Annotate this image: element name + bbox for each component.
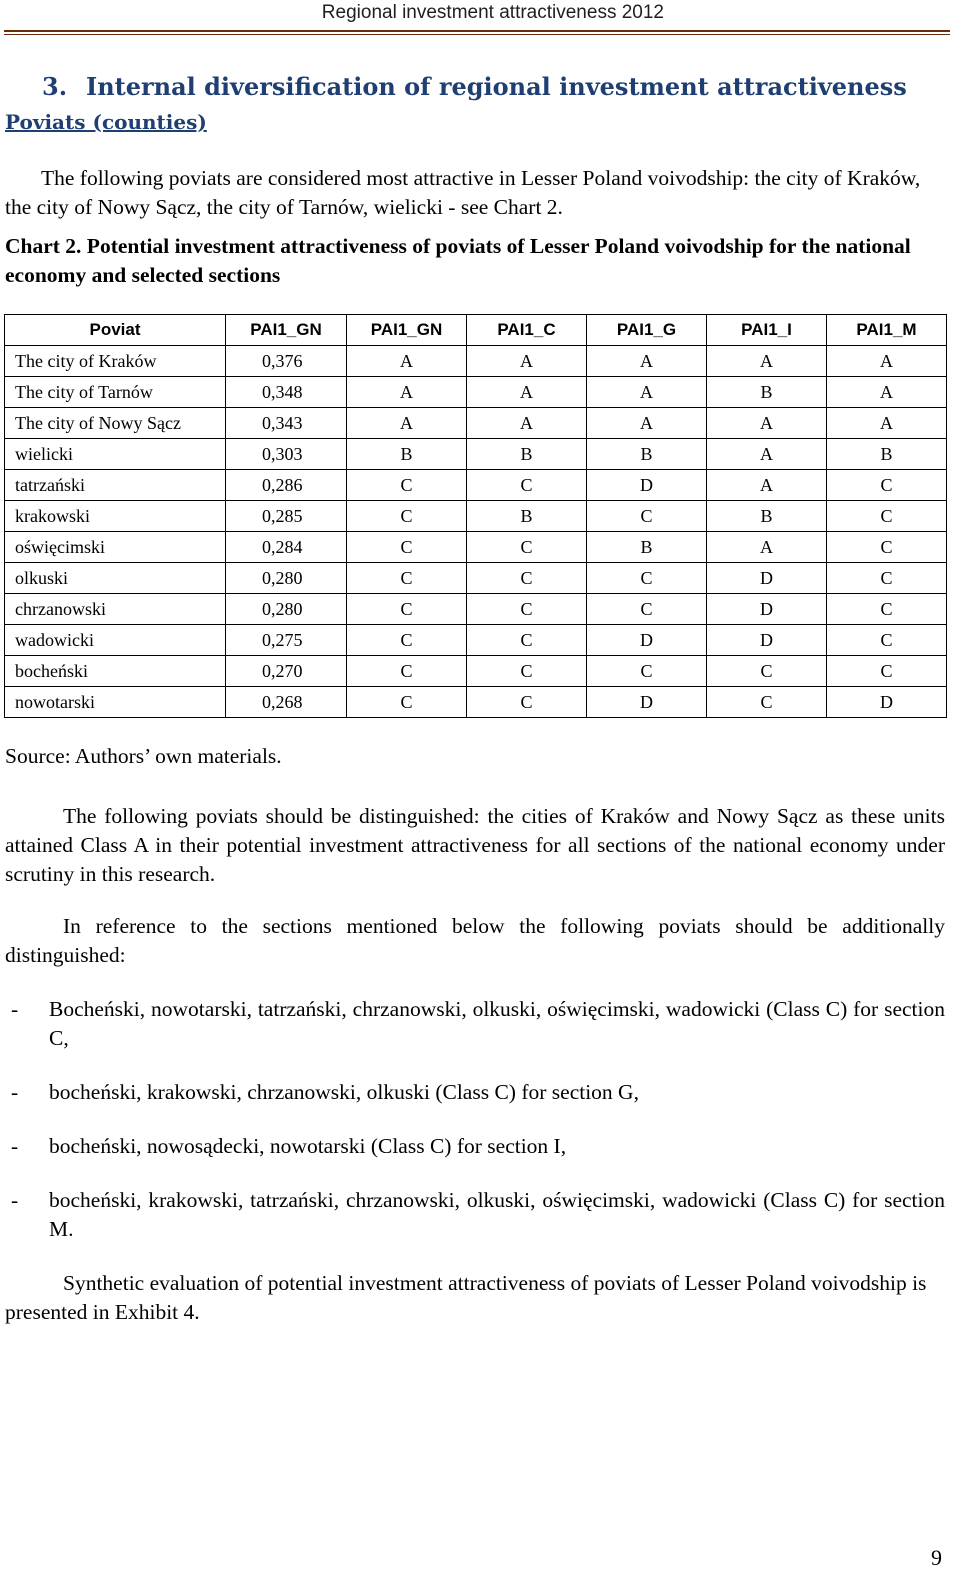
class-cell: D <box>587 625 707 656</box>
poviat-name-cell: The city of Kraków <box>5 346 226 377</box>
class-cell: D <box>587 687 707 718</box>
pai-score-cell: 0,303 <box>226 439 347 470</box>
pai-score-cell: 0,275 <box>226 625 347 656</box>
class-cell: C <box>467 470 587 501</box>
class-cell: A <box>707 532 827 563</box>
class-cell: C <box>707 687 827 718</box>
class-cell: A <box>707 346 827 377</box>
table-row <box>5 563 947 594</box>
class-cell: B <box>827 439 947 470</box>
section-heading <box>42 72 907 101</box>
class-cell: A <box>347 408 467 439</box>
class-cell: A <box>827 408 947 439</box>
class-cell: D <box>827 687 947 718</box>
class-cell: C <box>347 687 467 718</box>
poviat-name-cell: The city of Nowy Sącz <box>5 408 226 439</box>
class-cell: A <box>587 408 707 439</box>
column-header: PAI1_GN <box>226 315 347 346</box>
paragraph-distinguished: The following poviats should be distinguished: the cities of Kraków and Nowy Sącz as these units attained Class A in their potential investment attractiveness for all sections of the national economy under scrutiny in this research. <box>5 804 945 886</box>
pai-score-cell: 0,268 <box>226 687 347 718</box>
class-cell: C <box>827 563 947 594</box>
list-dash: - <box>11 1080 19 1104</box>
list-dash: - <box>11 997 19 1021</box>
class-cell: C <box>587 563 707 594</box>
source-note: Source: Authors’ own materials. <box>5 744 282 768</box>
class-cell: C <box>827 470 947 501</box>
poviat-name-cell: nowotarski <box>5 687 226 718</box>
subheading: Poviats (counties) <box>5 110 207 134</box>
list-item-text: bocheński, krakowski, chrzanowski, olkuski (Class C) for section G, <box>49 1080 639 1104</box>
pai-score-cell: 0,343 <box>226 408 347 439</box>
class-cell: C <box>587 501 707 532</box>
class-cell: C <box>827 625 947 656</box>
poviat-name-cell: oświęcimski <box>5 532 226 563</box>
section-title: Internal diversification of regional investment attractiveness <box>86 72 907 101</box>
class-cell: C <box>347 563 467 594</box>
list-dash: - <box>11 1134 19 1158</box>
class-cell: C <box>347 656 467 687</box>
running-header <box>0 0 960 30</box>
class-cell: A <box>467 377 587 408</box>
poviat-name-cell: The city of Tarnów <box>5 377 226 408</box>
table-body <box>5 346 947 718</box>
poviat-name-cell: wadowicki <box>5 625 226 656</box>
column-header: PAI1_I <box>707 315 827 346</box>
class-cell: C <box>347 470 467 501</box>
class-cell: C <box>827 501 947 532</box>
class-cell: C <box>347 501 467 532</box>
class-cell: A <box>467 346 587 377</box>
class-cell: A <box>827 377 947 408</box>
poviat-name-cell: olkuski <box>5 563 226 594</box>
pai-score-cell: 0,280 <box>226 563 347 594</box>
class-cell: C <box>347 625 467 656</box>
class-cell: D <box>707 625 827 656</box>
paragraph-synthetic-evaluation: Synthetic evaluation of potential investment attractiveness of poviats of Lesser Poland voivodship is presented in Exhibit 4. <box>5 1271 927 1324</box>
class-cell: C <box>467 687 587 718</box>
header-rule-thin <box>4 34 950 35</box>
table-row <box>5 346 947 377</box>
poviat-name-cell: krakowski <box>5 501 226 532</box>
class-cell: A <box>707 470 827 501</box>
pai-score-cell: 0,348 <box>226 377 347 408</box>
table-row <box>5 377 947 408</box>
class-cell: B <box>707 501 827 532</box>
table-row <box>5 470 947 501</box>
poviat-name-cell: tatrzański <box>5 470 226 501</box>
table-row <box>5 594 947 625</box>
list-item-text: Bocheński, nowotarski, tatrzański, chrzanowski, olkuski, oświęcimski, wadowicki (Class C) for section C, <box>49 997 945 1050</box>
section-bullet-list <box>5 995 945 1269</box>
class-cell: C <box>587 656 707 687</box>
class-cell: A <box>347 377 467 408</box>
poviat-name-cell: wielicki <box>5 439 226 470</box>
class-cell: B <box>467 501 587 532</box>
column-header: PAI1_C <box>467 315 587 346</box>
class-cell: B <box>707 377 827 408</box>
pai-score-cell: 0,285 <box>226 501 347 532</box>
class-cell: C <box>467 563 587 594</box>
list-item <box>5 995 945 1053</box>
section-number: 3. <box>42 72 68 101</box>
poviat-attractiveness-table <box>4 314 947 718</box>
page-number: 9 <box>931 1545 942 1570</box>
class-cell: A <box>707 439 827 470</box>
column-header: PAI1_G <box>587 315 707 346</box>
class-cell: B <box>587 439 707 470</box>
poviat-name-cell: chrzanowski <box>5 594 226 625</box>
chart-caption: Chart 2. Potential investment attractiveness of poviats of Lesser Poland voivodship for the national economy and selected sections <box>5 234 911 287</box>
list-item <box>5 1132 945 1161</box>
class-cell: A <box>827 346 947 377</box>
poviat-name-cell: bocheński <box>5 656 226 687</box>
table-row <box>5 625 947 656</box>
class-cell: C <box>467 532 587 563</box>
class-cell: C <box>467 656 587 687</box>
class-cell: C <box>827 656 947 687</box>
class-cell: A <box>467 408 587 439</box>
class-cell: C <box>467 625 587 656</box>
class-cell: D <box>707 594 827 625</box>
table-header-row <box>5 315 947 346</box>
pai-score-cell: 0,284 <box>226 532 347 563</box>
pai-score-cell: 0,280 <box>226 594 347 625</box>
table-row <box>5 501 947 532</box>
table-row <box>5 656 947 687</box>
column-header: Poviat <box>5 315 226 346</box>
class-cell: C <box>467 594 587 625</box>
list-item <box>5 1186 945 1244</box>
class-cell: B <box>467 439 587 470</box>
pai-score-cell: 0,376 <box>226 346 347 377</box>
class-cell: B <box>587 532 707 563</box>
class-cell: D <box>587 470 707 501</box>
pai-score-cell: 0,286 <box>226 470 347 501</box>
column-header: PAI1_GN <box>347 315 467 346</box>
column-header: PAI1_M <box>827 315 947 346</box>
class-cell: D <box>707 563 827 594</box>
list-item-text: bocheński, nowosądecki, nowotarski (Class C) for section I, <box>49 1134 567 1158</box>
table-row <box>5 408 947 439</box>
table-row <box>5 687 947 718</box>
class-cell: C <box>347 532 467 563</box>
class-cell: A <box>707 408 827 439</box>
intro-paragraph: The following poviats are considered most attractive in Lesser Poland voivodship: the city of Kraków, the city of Nowy Sącz, the city of Tarnów, wielicki - see Chart 2. <box>5 166 921 219</box>
list-item <box>5 1078 945 1107</box>
paragraph-reference: In reference to the sections mentioned below the following poviats should be additionally distinguished: <box>5 914 945 967</box>
class-cell: C <box>347 594 467 625</box>
class-cell: A <box>347 346 467 377</box>
class-cell: C <box>587 594 707 625</box>
class-cell: C <box>827 532 947 563</box>
class-cell: A <box>587 346 707 377</box>
list-dash: - <box>11 1188 19 1212</box>
class-cell: B <box>347 439 467 470</box>
table-row <box>5 532 947 563</box>
header-rule-thick <box>4 30 950 32</box>
class-cell: C <box>827 594 947 625</box>
class-cell: A <box>587 377 707 408</box>
table-row <box>5 439 947 470</box>
class-cell: C <box>707 656 827 687</box>
running-header-title: Regional investment attractiveness 2012 <box>321 2 664 23</box>
list-item-text: bocheński, krakowski, tatrzański, chrzanowski, olkuski, oświęcimski, wadowicki (Class C) for section M. <box>49 1188 945 1241</box>
pai-score-cell: 0,270 <box>226 656 347 687</box>
